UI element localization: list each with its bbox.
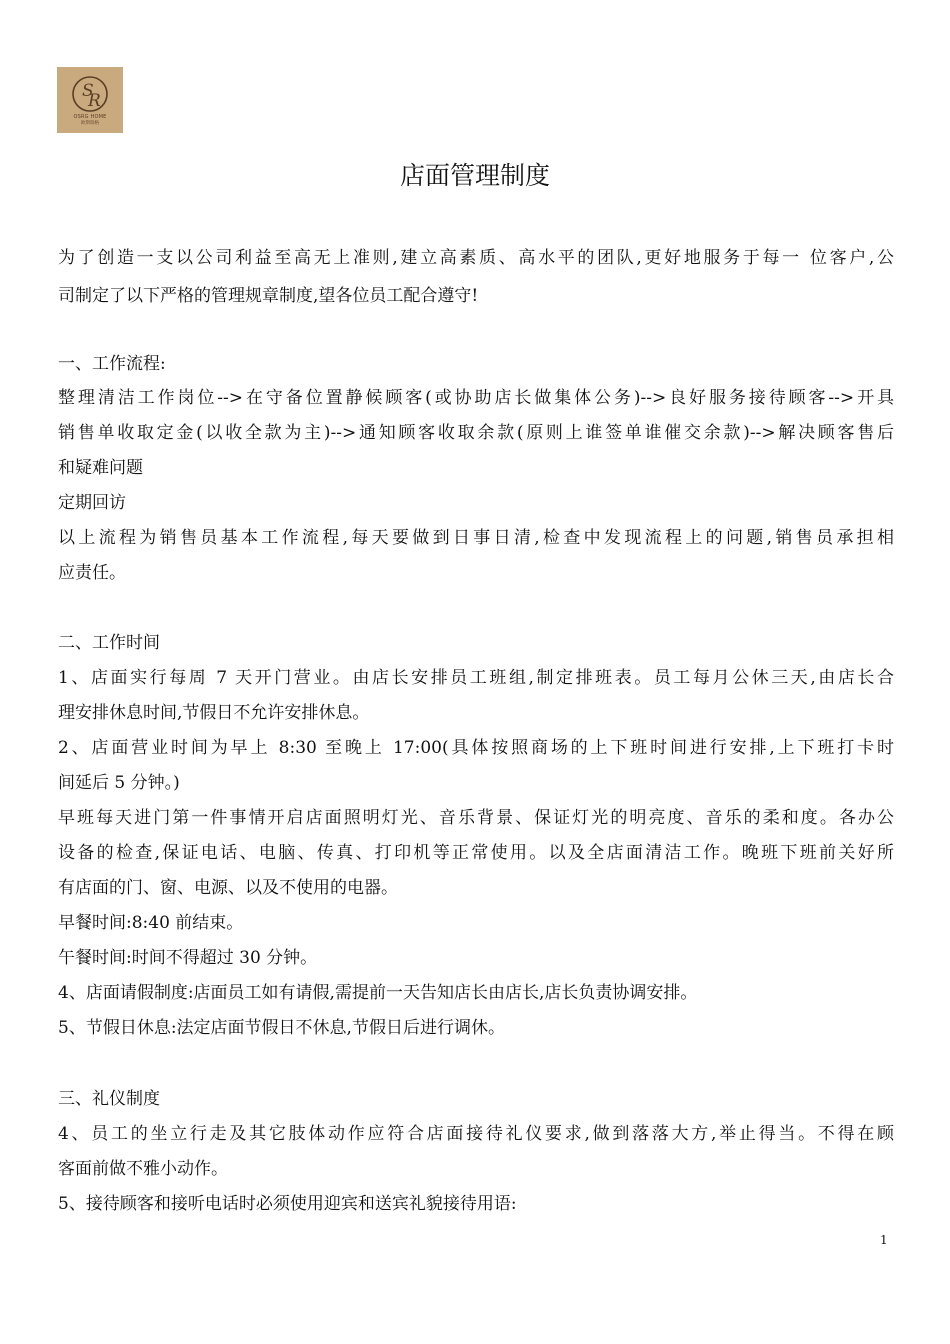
- paragraph-line: 理安排休息时间,节假日不允许安排休息。: [58, 703, 370, 723]
- paragraph-line: 间延后 5 分钟。): [58, 773, 180, 793]
- paragraph-line: 2、店面营业时间为早上 8:30 至晚上 17:00(具体按照商场的上下班时间进行安排,上下班打卡时: [58, 738, 894, 758]
- svg-text:S: S: [82, 81, 94, 101]
- paragraph-line: 客面前做不雅小动作。: [58, 1159, 228, 1179]
- intro-line: 司制定了以下严格的管理规章制度,望各位员工配合遵守!: [58, 286, 479, 306]
- svg-text:R: R: [88, 91, 101, 111]
- document-title: 店面管理制度: [399, 161, 550, 190]
- section-heading: 一、工作流程:: [58, 354, 166, 374]
- paragraph-line: 应责任。: [58, 563, 126, 583]
- paragraph-line: 整理清洁工作岗位-->在守备位置静候顾客(或协助店长做集体公务)-->良好服务接待顾客-->开具: [58, 388, 894, 408]
- paragraph-line: 早餐时间:8:40 前结束。: [58, 913, 244, 933]
- paragraph-line: 午餐时间:时间不得超过 30 分钟。: [58, 948, 318, 968]
- paragraph-line: 定期回访: [58, 493, 126, 513]
- paragraph-line: 以上流程为销售员基本工作流程,每天要做到日事日清,检查中发现流程上的问题,销售员承担相: [58, 528, 894, 548]
- paragraph-line: 销售单收取定金(以收全款为主)-->通知顾客收取余款(原则上谁签单谁催交余款)-->解决顾客售后: [58, 423, 894, 443]
- page-number: 1: [880, 1233, 888, 1247]
- paragraph-line: 1、店面实行每周 7 天开门营业。由店长安排员工班组,制定排班表。员工每月公休三天,由店长合: [58, 668, 894, 688]
- paragraph-line: 4、店面请假制度:店面员工如有请假,需提前一天告知店长由店长,店长负责协调安排。: [58, 983, 698, 1003]
- logo-brand-cn: 欧斯瑞格: [81, 121, 99, 126]
- paragraph-line: 有店面的门、窗、电源、以及不使用的电器。: [58, 878, 398, 898]
- company-logo: [57, 67, 123, 133]
- paragraph-line: 和疑难问题: [58, 458, 143, 478]
- logo-brand-en: OSRG HOME: [73, 114, 107, 120]
- section-heading: 二、工作时间: [58, 633, 160, 653]
- intro-line: 为了创造一支以公司利益至高无上准则,建立高素质、高水平的团队,更好地服务于每一 位客户,公: [58, 248, 894, 268]
- paragraph-line: 5、接待顾客和接听电话时必须使用迎宾和送宾礼貌接待用语:: [58, 1194, 517, 1214]
- paragraph-line: 5、节假日休息:法定店面节假日不休息,节假日后进行调休。: [58, 1018, 505, 1038]
- paragraph-line: 早班每天进门第一件事情开启店面照明灯光、音乐背景、保证灯光的明亮度、音乐的柔和度。各办公: [58, 808, 894, 828]
- paragraph-line: 设备的检查,保证电话、电脑、传真、打印机等正常使用。以及全店面清洁工作。晚班下班前关好所: [58, 843, 894, 863]
- section-heading: 三、礼仪制度: [58, 1089, 160, 1109]
- paragraph-line: 4、员工的坐立行走及其它肢体动作应符合店面接待礼仪要求,做到落落大方,举止得当。不得在顾: [58, 1124, 894, 1144]
